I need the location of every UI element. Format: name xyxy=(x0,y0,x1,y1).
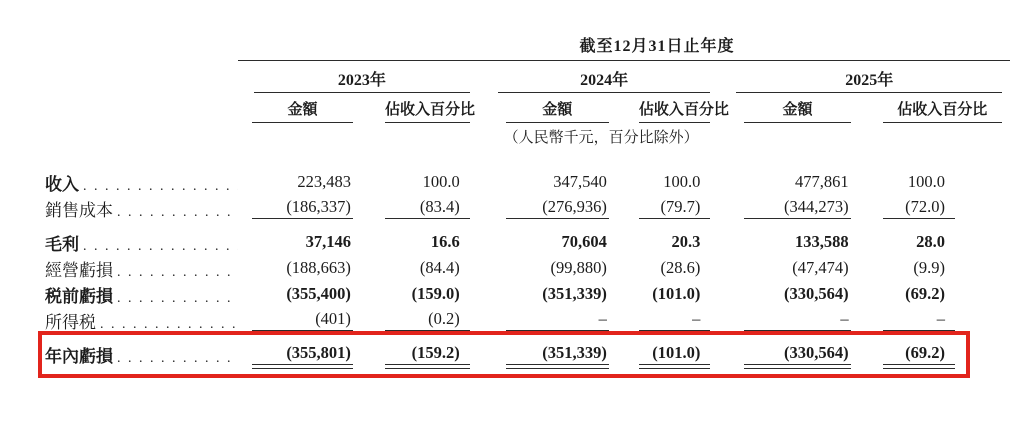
row-label: 經營虧損 xyxy=(45,260,113,280)
table-row-loss-for-the-year xyxy=(45,341,1010,367)
table-row-cost-of-sales xyxy=(45,195,1010,221)
cell-value: (186,337) xyxy=(286,197,351,216)
cell-value: 70,604 xyxy=(561,231,607,251)
pct-of-revenue-header: 佔收入百分比 xyxy=(883,96,1002,123)
cell-value: 28.0 xyxy=(916,231,945,251)
cell-value: (47,474) xyxy=(792,257,849,277)
spacer-cell xyxy=(45,61,238,94)
dot-leader xyxy=(79,239,238,255)
cell-value: (351,339) xyxy=(542,283,607,303)
cell-value: 477,861 xyxy=(794,171,849,191)
cell-value: (0.2) xyxy=(428,309,460,328)
cell-value: – xyxy=(598,309,607,328)
cell-value: (330,564) xyxy=(783,283,849,303)
cell-value: (355,801) xyxy=(286,343,351,362)
pct-of-revenue-header: 佔收入百分比 xyxy=(639,96,711,123)
dot-leader xyxy=(113,265,238,281)
cell-value: 347,540 xyxy=(553,171,607,191)
year-header-2024: 2024年 xyxy=(498,63,711,93)
row-label: 年內虧損 xyxy=(45,346,113,366)
table-row-gross-profit xyxy=(45,229,1010,255)
row-label: 收入 xyxy=(45,174,79,194)
spacer-row xyxy=(45,149,1010,169)
cell-value: (83.4) xyxy=(419,197,460,216)
spacer-cell xyxy=(45,28,238,61)
income-statement-table xyxy=(45,28,1010,367)
column-header-row xyxy=(45,93,1010,123)
cell-value: 100.0 xyxy=(422,171,460,191)
cell-value: (84.4) xyxy=(419,257,460,277)
cell-value: (99,880) xyxy=(550,257,607,277)
cell-value: (79.7) xyxy=(660,197,701,216)
table-row-income-tax xyxy=(45,307,1010,333)
cell-value: (159.2) xyxy=(411,343,460,362)
cell-value: – xyxy=(692,309,701,328)
amount-header: 金額 xyxy=(744,96,850,123)
cell-value: (101.0) xyxy=(652,283,701,303)
cell-value: 223,483 xyxy=(297,171,351,191)
dot-leader xyxy=(96,317,238,333)
cell-value: – xyxy=(840,309,849,328)
dot-leader xyxy=(113,291,238,307)
year-header-2025: 2025年 xyxy=(736,63,1002,93)
cell-value: (159.0) xyxy=(411,283,460,303)
cell-value: (72.0) xyxy=(905,197,945,216)
table-row-loss-before-tax xyxy=(45,281,1010,307)
period-title: 截至12月31日止年度 xyxy=(579,37,735,55)
cell-value: 37,146 xyxy=(305,231,351,251)
dot-leader xyxy=(113,351,238,367)
amount-header: 金額 xyxy=(252,96,353,123)
cell-value: (188,663) xyxy=(286,257,351,277)
dot-leader xyxy=(79,179,238,195)
table-row-revenue xyxy=(45,169,1010,195)
row-label: 所得税 xyxy=(45,312,96,332)
dot-leader xyxy=(113,205,238,221)
cell-value: (401) xyxy=(315,309,351,328)
pct-of-revenue-header: 佔收入百分比 xyxy=(385,96,470,123)
cell-value: (9.9) xyxy=(913,257,945,277)
table-row-operating-loss xyxy=(45,255,1010,281)
cell-value: (351,339) xyxy=(542,343,607,362)
cell-value: (355,400) xyxy=(286,283,351,303)
cell-value: (28.6) xyxy=(660,257,701,277)
cell-value: 100.0 xyxy=(663,171,701,191)
cell-value: (276,936) xyxy=(542,197,607,216)
table-title-row xyxy=(45,28,1010,61)
spacer-cell xyxy=(45,123,482,149)
cell-value: (344,273) xyxy=(783,197,849,216)
currency-unit-note: （人民幣千元，百分比除外） xyxy=(503,129,699,146)
year-header-2023: 2023年 xyxy=(254,63,470,93)
year-header-row xyxy=(45,61,1010,94)
row-label: 毛利 xyxy=(45,234,79,254)
spacer-row xyxy=(45,333,1010,341)
spacer-cell xyxy=(720,123,1010,149)
unit-note-row xyxy=(45,123,1010,149)
cell-value: 20.3 xyxy=(671,231,701,251)
cell-value: (69.2) xyxy=(905,283,945,303)
cell-value: 16.6 xyxy=(430,231,460,251)
cell-value: 100.0 xyxy=(907,171,945,191)
cell-value: 133,588 xyxy=(794,231,849,251)
cell-value: (69.2) xyxy=(905,343,945,362)
amount-header: 金額 xyxy=(506,96,609,123)
cell-value: – xyxy=(936,309,945,328)
cell-value: (330,564) xyxy=(783,343,849,362)
spacer-cell xyxy=(45,93,238,123)
row-label: 税前虧損 xyxy=(45,286,113,306)
row-label: 銷售成本 xyxy=(45,200,113,220)
spacer-row xyxy=(45,221,1010,229)
cell-value: (101.0) xyxy=(652,343,701,362)
